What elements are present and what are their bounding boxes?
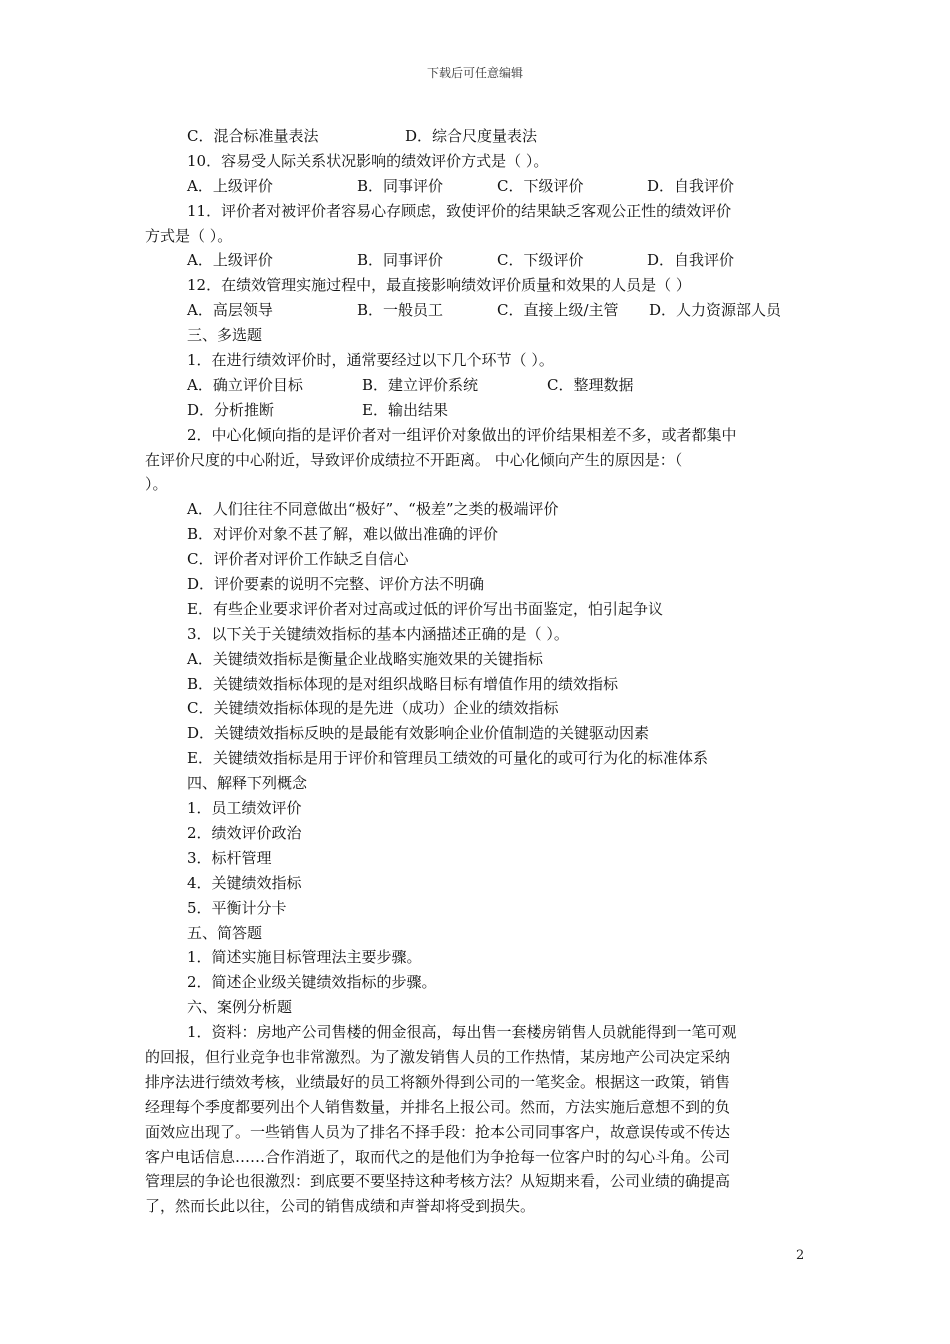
s4-item-4: 4．关键绩效指标 [187,873,302,892]
s3-q2-option-c: C．评价者对评价工作缺乏自信心 [187,550,409,569]
s4-item-2: 2．绩效评价政治 [187,823,302,842]
s3-q2-stem-line1: 2．中心化倾向指的是评价者对一组评价对象做出的评价结果相差不多，或者都集中 [187,425,737,444]
s6-line-1: 1．资料：房地产公司售楼的佣金很高，每出售一套楼房销售人员就能得到一笔可观 [187,1023,737,1042]
section3-title: 三、多选题 [187,326,263,345]
s3-q2-option-d: D．评价要素的说明不完整、评价方法不明确 [187,575,485,594]
s4-item-3: 3．标杆管理 [187,848,272,867]
s6-line-5: 面效应出现了。一些销售人员为了排名不择手段：抢本公司同事客户，故意误传或不传达 [145,1122,731,1141]
q9-option-d: D．综合尺度量表法 [405,127,538,145]
q9-option-c: C．混合标准量表法 [187,127,319,145]
s3-q2-option-a: A．人们往往不同意做出“极好”、“极差”之类的极端评价 [187,500,559,519]
s6-line-4: 经理每个季度都要列出个人销售数量，并排名上报公司。然而，方法实施后意想不到的负 [145,1097,731,1116]
s3-q3-option-b: B．关键绩效指标体现的是对组织战略目标有增值作用的绩效指标 [187,674,619,693]
q11-option-b: B．同事评价 [357,251,444,270]
s3-q1-stem: 1．在进行绩效评价时，通常要经过以下几个环节（ ）。 [187,351,554,370]
q11-stem-line1: 11．评价者对被评价者容易心存顾虑，致使评价的结果缺乏客观公正性的绩效评价 [187,201,732,220]
q11-options [145,248,810,273]
q12-option-a: A．高层领导 [187,301,273,320]
q10-option-a: A．上级评价 [187,176,273,195]
q12-option-c: C．直接上级/主管 [497,301,619,320]
q9-options [145,124,810,149]
s3-q2-stem-line3: ）。 [145,475,168,494]
s3-q3-stem: 3．以下关于关键绩效指标的基本内涵描述正确的是（ ）。 [187,624,569,643]
s5-item-2: 2．简述企业级关键绩效指标的步骤。 [187,973,437,992]
q12-option-d: D．人力资源部人员 [649,301,782,320]
s4-item-5: 5．平衡计分卡 [187,898,287,917]
q10-option-c: C．下级评价 [497,176,584,195]
page-number: 2 [796,1248,805,1263]
s3-q1-options-row2 [145,398,810,423]
s3-q1-options-row1 [145,373,810,398]
q11-option-c: C．下级评价 [497,251,584,270]
s3-q1-option-b: B．建立评价系统 [362,375,479,394]
s4-item-1: 1．员工绩效评价 [187,799,302,818]
q12-stem: 12．在绩效管理实施过程中，最直接影响绩效评价质量和效果的人员是（ ） [187,276,691,295]
section5-title: 五、简答题 [187,923,263,942]
q11-option-d: D．自我评价 [647,251,735,270]
s3-q3-option-c: C．关键绩效指标体现的是先进（成功）企业的绩效指标 [187,699,559,718]
s3-q1-option-c: C．整理数据 [547,375,634,394]
s3-q1-option-e: E．输出结果 [362,400,448,419]
s6-line-8: 了，然而长此以往，公司的销售成绩和声誉却将受到损失。 [145,1197,536,1216]
s3-q3-option-e: E．关键绩效指标是用于评价和管理员工绩效的可量化的或可行为化的标准体系 [187,749,708,768]
s3-q1-option-a: A．确立评价目标 [187,375,303,394]
document-body [145,124,810,1219]
s3-q1-option-d: D．分析推断 [187,400,275,419]
q12-option-b: B．一般员工 [357,301,444,320]
s5-item-1: 1．简述实施目标管理法主要步骤。 [187,948,422,967]
section6-title: 六、案例分析题 [187,998,293,1017]
s3-q3-option-d: D．关键绩效指标反映的是最能有效影响企业价值制造的关键驱动因素 [187,724,650,743]
s6-line-3: 排序法进行绩效考核，业绩最好的员工将额外得到公司的一笔奖金。根据这一政策，销售 [145,1072,731,1091]
q10-options [145,174,810,199]
s3-q2-option-e: E．有些企业要求评价者对过高或过低的评价写出书面鉴定，怕引起争议 [187,599,663,618]
s3-q3-option-a: A．关键绩效指标是衡量企业战略实施效果的关键指标 [187,649,543,668]
q12-options [145,298,810,323]
q10-option-d: D．自我评价 [647,176,735,195]
q10-option-b: B．同事评价 [357,176,444,195]
s6-line-2: 的回报，但行业竞争也非常激烈。为了激发销售人员的工作热情，某房地产公司决定采纳 [145,1047,731,1066]
s6-line-7: 管理层的争论也很激烈：到底要不要坚持这种考核方法？从短期来看，公司业绩的确提高 [145,1172,731,1191]
page-header: 下载后可任意编辑 [426,66,523,80]
q11-stem-line2: 方式是（ ）。 [145,226,233,245]
section4-title: 四、解释下列概念 [187,774,308,793]
q10-stem: 10．容易受人际关系状况影响的绩效评价方式是（ ）。 [187,151,549,170]
s3-q2-stem-line2: 在评价尺度的中心附近，导致评价成绩拉不开距离。 中心化倾向产生的原因是：（ [145,450,683,469]
s6-line-6: 客户电话信息……合作消逝了，取而代之的是他们为争抢每一位客户时的勾心斗角。公司 [145,1147,731,1166]
s3-q2-option-b: B．对评价对象不甚了解，难以做出准确的评价 [187,525,499,544]
q11-option-a: A．上级评价 [187,251,273,270]
